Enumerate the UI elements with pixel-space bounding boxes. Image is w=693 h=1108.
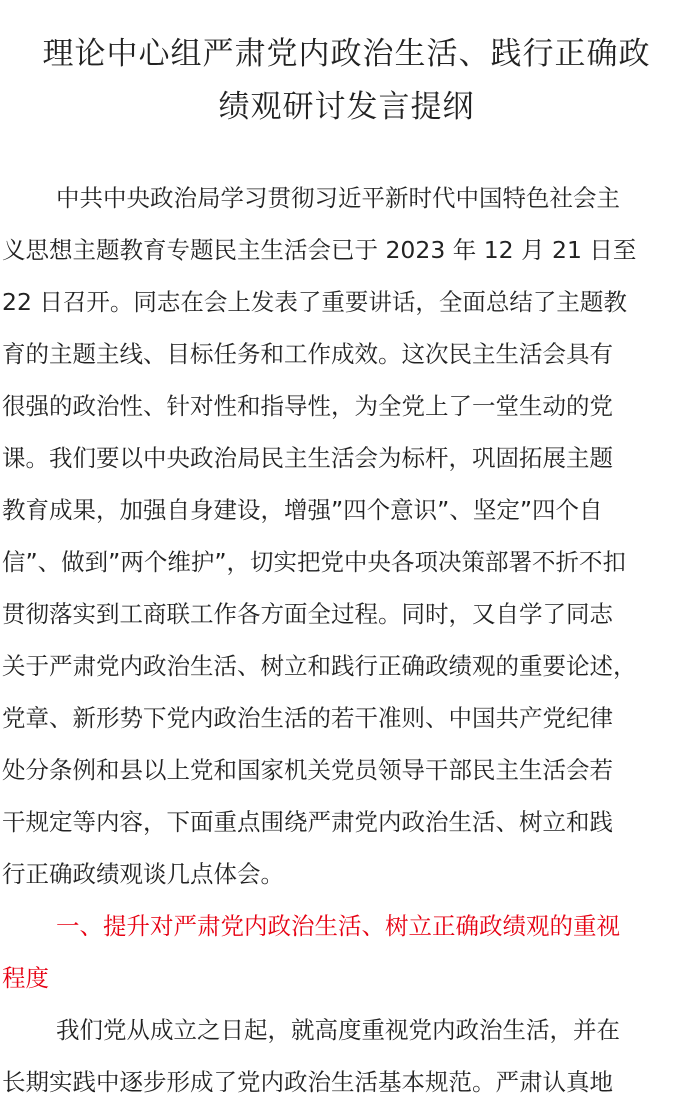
heading-line: 程度 <box>2 964 49 992</box>
text-line: 关于严肃党内政治生活、树立和践行正确政绩观的重要论述， <box>2 652 637 680</box>
title-line: 理论中心组严肃党内政治生活、践行正确政 <box>42 36 651 72</box>
text-line: 贯彻落实到工商联工作各方面全过程。同时，又自学了同志 <box>2 600 613 628</box>
section-heading-1 <box>0 900 693 1004</box>
text-line: 很强的政治性、针对性和指导性，为全党上了一堂生动的党 <box>2 392 613 420</box>
text-line: 教育成果，加强自身建设，增强”四个意识”、坚定”四个自 <box>2 496 603 524</box>
text-line: 党章、新形势下党内政治生活的若干准则、中国共产党纪律 <box>2 704 613 732</box>
heading-line: 一、提升对严肃党内政治生活、树立正确政绩观的重视 <box>56 912 620 940</box>
text-line: 干规定等内容，下面重点围绕严肃党内政治生活、树立和践 <box>2 808 613 836</box>
text-line: 我们党从成立之日起，就高度重视党内政治生活，并在 <box>56 1016 620 1044</box>
text-line: 育的主题主线、目标任务和工作成效。这次民主生活会具有 <box>2 340 613 368</box>
text-line: 长期实践中逐步形成了党内政治生活基本规范。严肃认真地 <box>2 1068 613 1096</box>
text-line: 中共中央政治局学习贯彻习近平新时代中国特色社会主 <box>56 184 620 212</box>
document-title <box>0 0 693 134</box>
document-body <box>0 172 693 1108</box>
text-line: 义思想主题教育专题民主生活会已于 2023 年 12 月 21 日至 <box>2 236 637 264</box>
paragraph-intro <box>0 172 693 900</box>
text-line: 课。我们要以中央政治局民主生活会为标杆，巩固拓展主题 <box>2 444 613 472</box>
text-line: 处分条例和县以上党和国家机关党员领导干部民主生活会若 <box>2 756 613 784</box>
text-line: 信”、做到”两个维护”，切实把党中央各项决策部署不折不扣 <box>2 548 627 576</box>
text-line: 行正确政绩观谈几点体会。 <box>2 860 284 888</box>
paragraph-section-1 <box>0 1004 693 1108</box>
title-line: 绩观研讨发言提纲 <box>218 89 475 125</box>
text-line: 22 日召开。同志在会上发表了重要讲话，全面总结了主题教 <box>2 288 627 316</box>
